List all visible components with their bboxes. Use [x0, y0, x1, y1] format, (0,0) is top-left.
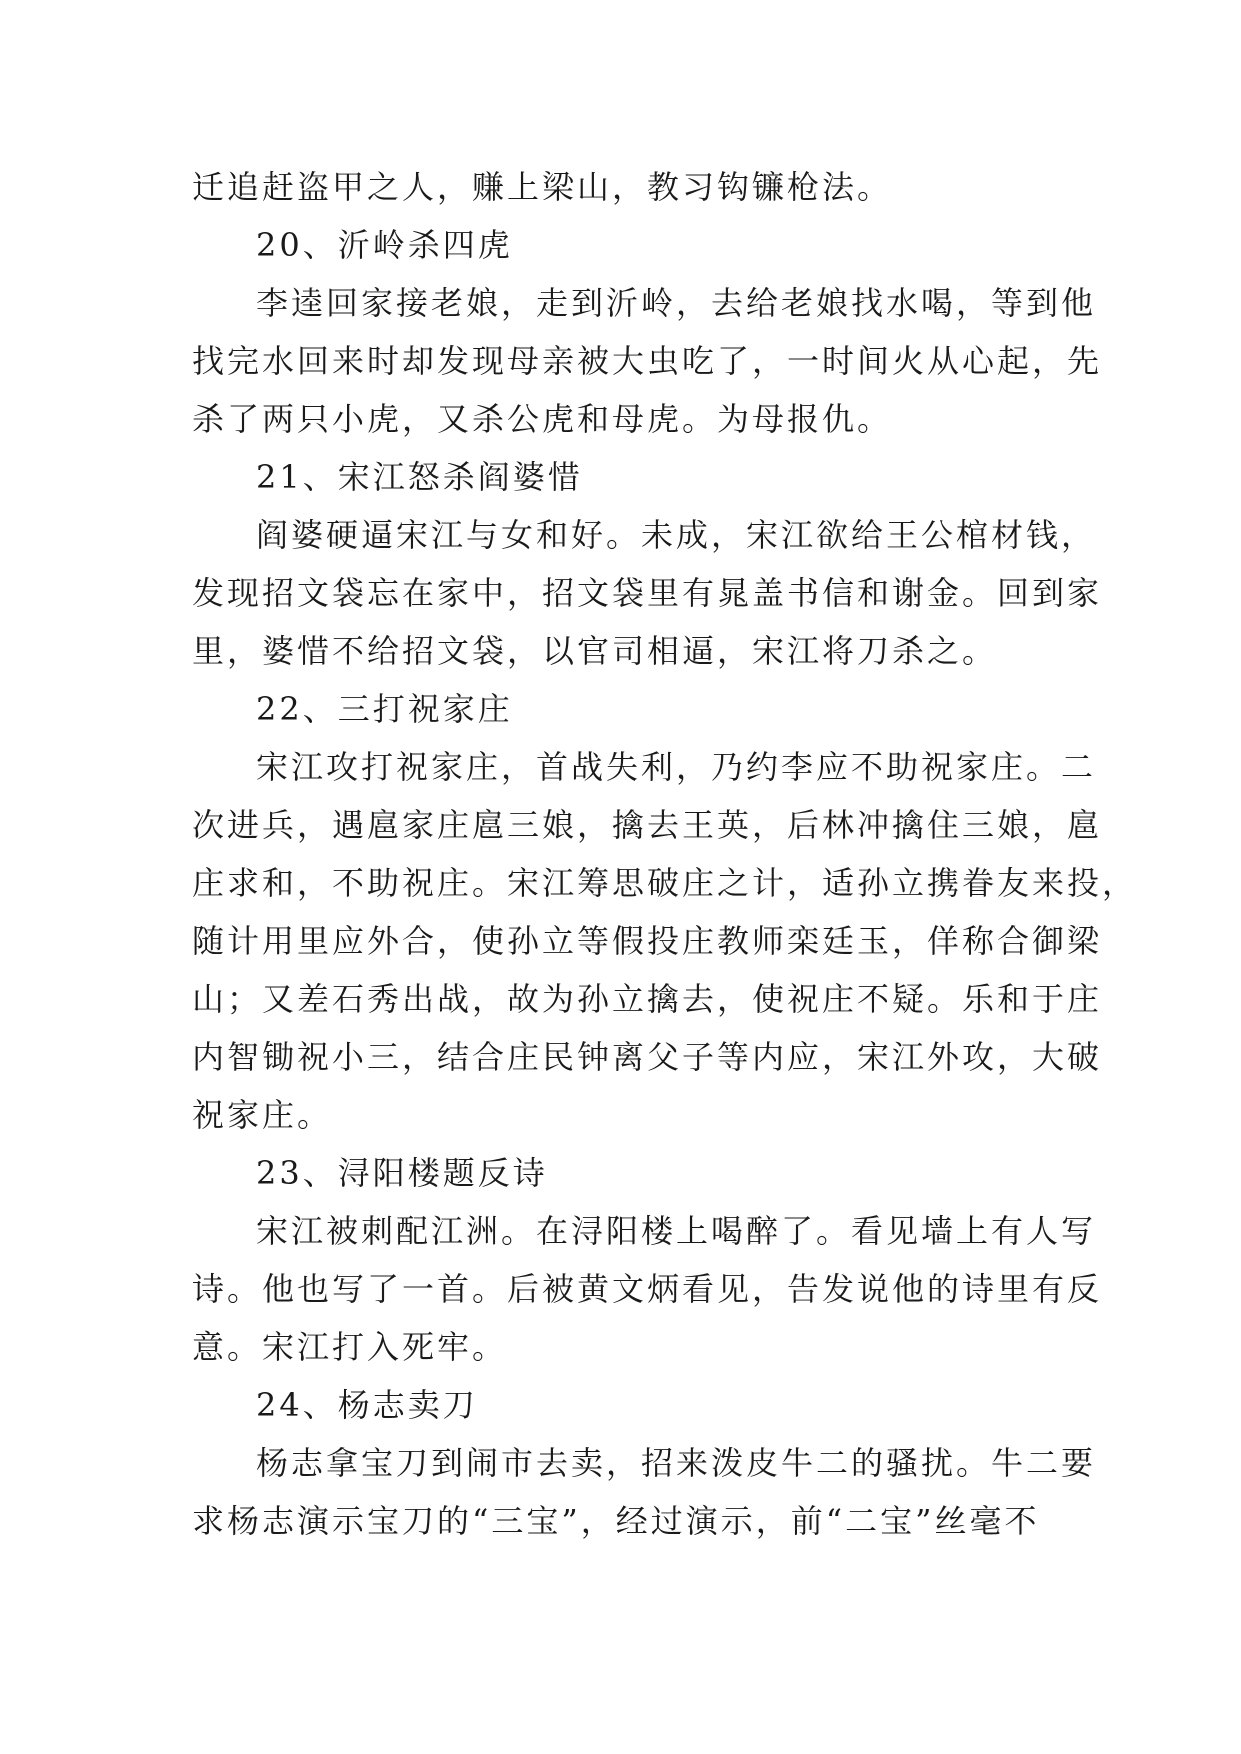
paragraph-line: 杀了两只小虎，又杀公虎和母虎。为母报仇。 [192, 400, 893, 438]
paragraph-line: 找完水回来时却发现母亲被大虫吃了，一时间火从心起，先 [192, 342, 1103, 380]
section-heading: 23、浔阳楼题反诗 [256, 1154, 548, 1192]
paragraph-line: 宋江被刺配江洲。在浔阳楼上喝醉了。看见墙上有人写 [256, 1212, 1097, 1250]
paragraph-line: 随计用里应外合，使孙立等假投庄教师栾廷玉，佯称合御梁 [192, 922, 1103, 960]
section-heading: 20、沂岭杀四虎 [256, 226, 513, 264]
paragraph-line: 诗。他也写了一首。后被黄文炳看见，告发说他的诗里有反 [192, 1270, 1103, 1308]
paragraph-line: 求杨志演示宝刀的“三宝”，经过演示，前“二宝”丝毫不 [192, 1502, 1040, 1540]
continuation-line: 迁追赶盗甲之人，赚上梁山，教习钩镰枪法。 [192, 168, 893, 206]
paragraph-line: 发现招文袋忘在家中，招文袋里有晁盖书信和谢金。回到家 [192, 574, 1103, 612]
paragraph-line: 庄求和，不助祝庄。宋江筹思破庄之计，适孙立携眷友来投， [192, 864, 1138, 902]
paragraph-line: 祝家庄。 [192, 1096, 333, 1134]
paragraph-line: 次进兵，遇扈家庄扈三娘，擒去王英，后林冲擒住三娘，扈 [192, 806, 1103, 844]
paragraph-line: 宋江攻打祝家庄，首战失利，乃约李应不助祝家庄。二 [256, 748, 1097, 786]
paragraph-line: 阎婆硬逼宋江与女和好。未成，宋江欲给王公棺材钱， [256, 516, 1097, 554]
document-body [192, 158, 1138, 1550]
paragraph-line: 里，婆惜不给招文袋，以官司相逼，宋江将刀杀之。 [192, 632, 998, 670]
paragraph-line: 内智锄祝小三，结合庄民钟离父子等内应，宋江外攻，大破 [192, 1038, 1103, 1076]
section-heading: 22、三打祝家庄 [256, 690, 513, 728]
paragraph-line: 意。宋江打入死牢。 [192, 1328, 508, 1366]
paragraph-line: 杨志拿宝刀到闹市去卖，招来泼皮牛二的骚扰。牛二要 [256, 1444, 1097, 1482]
paragraph-line: 山；又差石秀出战，故为孙立擒去，使祝庄不疑。乐和于庄 [192, 980, 1103, 1018]
section-heading: 24、杨志卖刀 [256, 1386, 478, 1424]
section-heading: 21、宋江怒杀阎婆惜 [256, 458, 583, 496]
paragraph-line: 李逵回家接老娘，走到沂岭，去给老娘找水喝，等到他 [256, 284, 1097, 322]
